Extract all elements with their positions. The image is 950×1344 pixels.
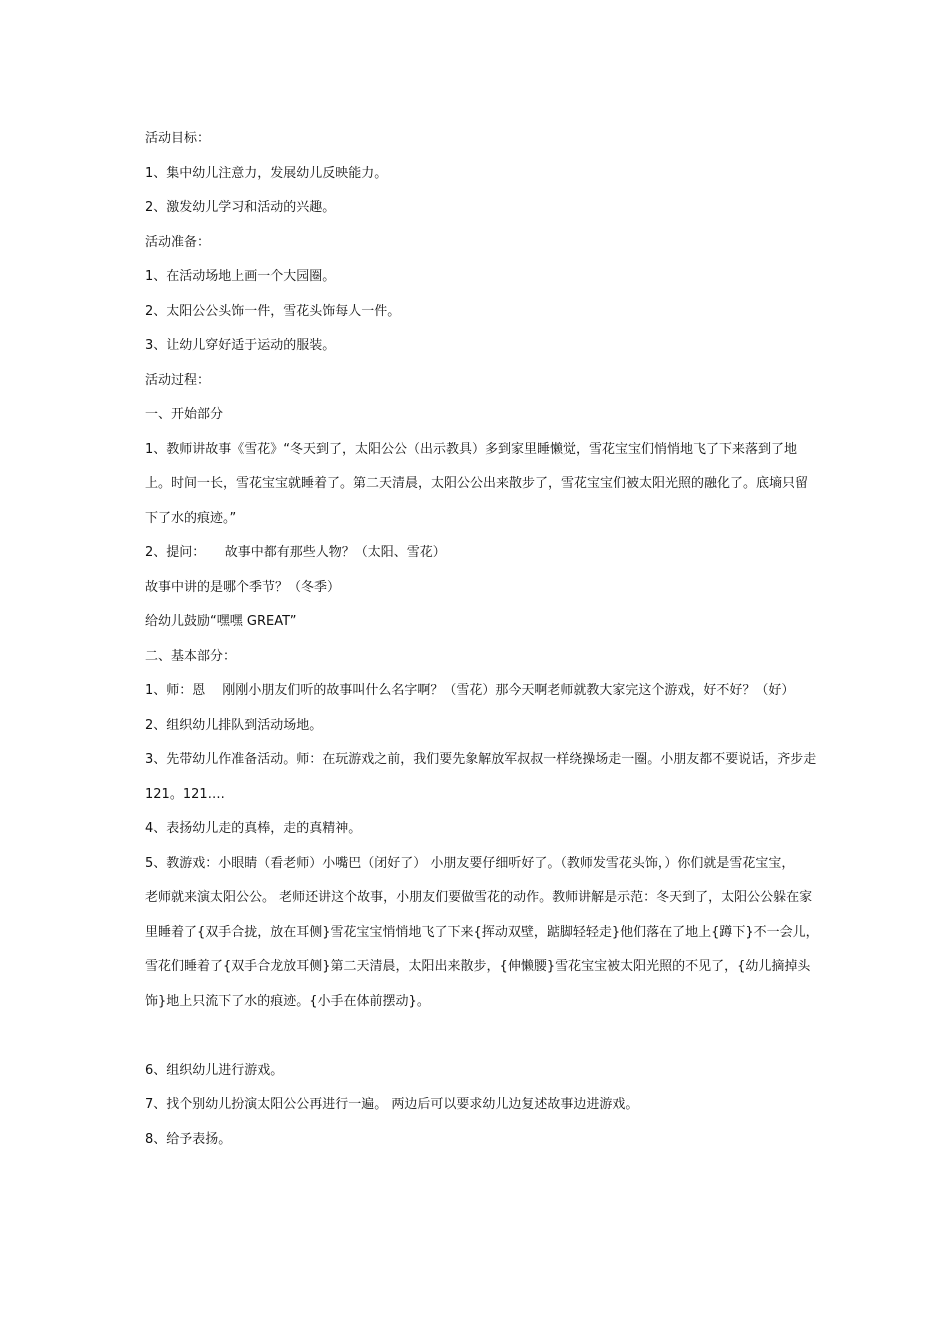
preparation-item-2: 2、太阳公公头饰一件，雪花头饰每人一件。 — [145, 303, 401, 319]
main-item-8: 8、给予表扬。 — [145, 1131, 232, 1147]
heading-activity-goals: 活动目标： — [145, 131, 211, 146]
preparation-item-1: 1、在活动场地上画一个大园圈。 — [145, 269, 336, 284]
main-item-1: 1、师：恩 刚刚小朋友们听的故事叫什么名字啊？（雪花）那今天啊老师就教大家完这个游戏，好不好？（好） — [145, 683, 795, 698]
main-item-6: 6、组织幼儿进行游戏。 — [145, 1062, 284, 1078]
main-item-3: 3、先带幼儿作准备活动。师：在玩游戏之前，我们要先象解放军叔叔一样绕操场走一圈。小朋友都不要说话，齐步走 121。121…. — [145, 752, 817, 802]
preparation-item-3: 3、让幼儿穿好适于运动的服装。 — [145, 338, 336, 353]
document-page — [145, 122, 820, 1157]
main-item-2: 2、组织幼儿排队到活动场地。 — [145, 717, 323, 733]
opening-encouragement: 给幼儿鼓励“嘿嘿 GREAT” — [145, 614, 297, 629]
heading-activity-process: 活动过程： — [145, 372, 211, 388]
section-opening: 一、开始部分 — [145, 407, 224, 422]
main-item-5-game: 5、教游戏：小眼睛（看老师）小嘴巴（闭好了） 小朋友要仔细听好了。（教师发雪花头饰，）你们就是雪花宝宝， 老师就来演太阳公公。 老师还讲这个故事，小朋友们要做雪花的动作。教师讲解是示范：冬天到了，太阳公公躲在家里睡着了{双手合拢，放在耳侧}雪花宝宝悄悄地飞了下来{挥动双壁，踮脚轻轻走}他们落在了地上{蹲下}不一会儿，雪花们睡着了{双手合龙放耳侧}第二天清晨，太阳出来散步，{伸懒腰}雪花宝宝被太阳光照的不见了，{幼儿摘掉头饰}地上只流下了水的痕迹。{小手在体前摆动}。 — [145, 855, 819, 1009]
section-main: 二、基本部分： — [145, 648, 237, 664]
opening-question-season: 故事中讲的是哪个季节？（冬季） — [145, 579, 341, 595]
opening-item-2-question: 2、提问： 故事中都有那些人物？（太阳、雪花） — [145, 545, 446, 560]
opening-item-1-story: 1、教师讲故事《雪花》“冬天到了，太阳公公（出示教具）多到家里睡懒觉，雪花宝宝们悄悄地飞了下来落到了地上。时间一长，雪花宝宝就睡着了。第二天清晨，太阳公公出来散步了，雪花宝宝们被太阳光照的融化了。底墒只留下了水的痕迹。” — [145, 441, 809, 526]
main-item-4: 4、表扬幼儿走的真棒，走的真精神。 — [145, 821, 362, 836]
goal-item-1: 1、集中幼儿注意力，发展幼儿反映能力。 — [145, 165, 388, 181]
blank-line — [145, 1019, 820, 1054]
main-item-7: 7、找个别幼儿扮演太阳公公再进行一遍。 两边后可以要求幼儿边复述故事边进游戏。 — [145, 1097, 639, 1112]
heading-activity-preparation: 活动准备： — [145, 234, 211, 250]
goal-item-2: 2、激发幼儿学习和活动的兴趣。 — [145, 200, 336, 215]
